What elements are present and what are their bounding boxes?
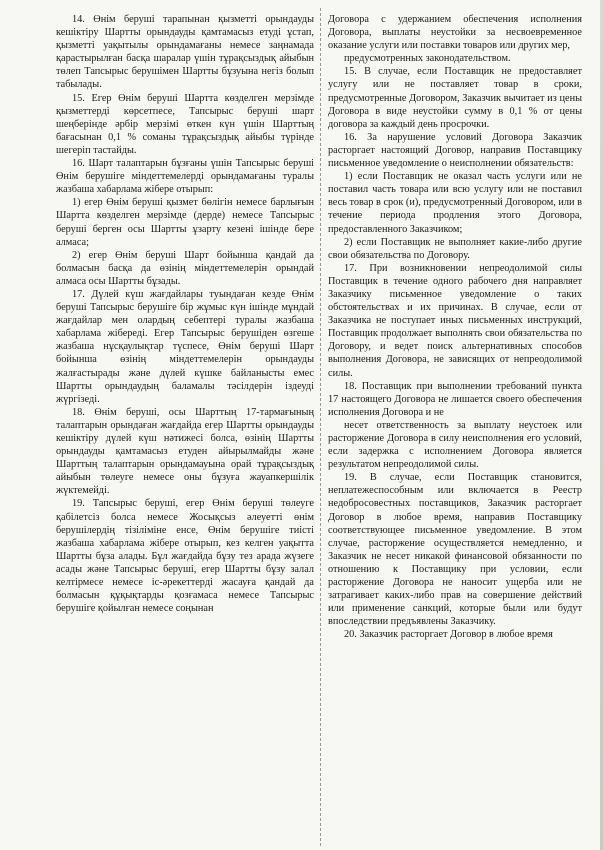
clause-16-2-kz: 2) егер Өнім беруші Шарт бойынша қандай да болмасын басқа да өзінің міндеттемелерін орындай алмаса осы Шартты бұзады.: [56, 249, 314, 287]
column-divider: [320, 8, 321, 846]
russian-text-column: [328, 13, 582, 642]
clause-16-1-kz: 1) егер Өнім беруші қызмет бөлігін немесе барлығын Шартта көзделген мерзімде (дерде) немесе Тапсырыс беруші берген осы Шартты ұзарту кезені ішінде бере алмаса;: [56, 197, 314, 248]
clause-14-ru-continued: Договора с удержанием обеспечения исполнения Договора, выплаты неустойки за несвоевременное оказание услуги или поставки товаров или других мер,: [328, 14, 582, 52]
clause-18-kz: 18. Өнім беруші, осы Шарттың 17-тармағының талаптарын орындаған жағдайда егер Шартты орындауды кешіктіру дүлей күш нәтижесі болса, өзінің Шартты орындауды қамтамасыз етуден айырылмайды және Шарттың талаптарын орындамауына орай тұрақсыздық айыбын төлеуге немесе оны бұзуға жауапкершілік жүктемейді.: [56, 406, 314, 497]
clause-20-ru: 20. Заказчик расторгает Договор в любое время: [344, 629, 553, 641]
clause-16-1-ru: 1) если Поставщик не оказал часть услуги или не поставил часть товара или всю услугу или не поставил весь товар в срок (и), предусмотренный Договором, или в течение периода продления этого Договора, предоставленного Заказчиком;: [328, 171, 582, 235]
clause-14-ru-end: предусмотренных законодательством.: [344, 53, 511, 65]
clause-17-ru: 17. При возникновении непреодолимой силы Поставщик в течение одного рабочего дня направляет Заказчику письменное уведомление о таких обстоятельствах и их причинах. В случае, если от Заказчика не поступает иных письменных инструкций, Поставщик продолжает выполнять свои обязательства по Договору, и ведет поиск альтернативных способов выполнения Договора, не зависящих от непреодолимой силы.: [328, 262, 582, 379]
clause-16-kz: 16. Шарт талаптарын бұзғаны үшін Тапсырыс беруші Өнім берушіге міндеттемелерді орындамағаны туралы жазбаша хабарлама жібере отырып:: [56, 158, 314, 196]
clause-16-ru: 16. За нарушение условий Договора Заказчик расторгает настоящий Договор, направив Поставщику письменное уведомление о неисполнении обязательств:: [328, 131, 582, 170]
clause-16-2-ru: 2) если Поставщик не выполняет какие-либо другие свои обязательства по Договору.: [328, 236, 582, 261]
clause-19-kz: 19. Тапсырыс беруші, егер Өнім беруші төлеуге қабілетсіз болса немесе Жосықсыз әлеуетті өнім берушілердің тізіліміне енсе, Өнім берушіге тиісті жазбаша хабарлама жібере отырып, кез келген уақытта Шартты бұза алады. Бұл жағдайда бұзу тез арада жүзеге асады және Тапсырыс беруші, егер Шартты бұзу залал келтірмесе немесе іс-әрекеттерді жасауға қандай да болмасын құқықтарды қозғамаса немесе Тапсырыс берушіге қойылған немесе соңынан: [56, 498, 314, 615]
clause-17-kz: 17. Дүлей күш жағдайлары туындаған кезде Өнім беруші Тапсырыс берушіге бір жұмыс күн ішінде мұндай жағдайлар мен олардың себептері туралы жазбаша хабарлама жібереді. Егер Тапсырыс берушіден өзгеше жазбаша нұсқаулықтар түспесе, Өнім беруші Шарт бойынша өзінің міндеттемелерін орындауды жалғастырады және дүлей күшке байланысты емес Шартты орындаудың баламалы тәсілдерін іздеуді жүргізеді.: [56, 288, 314, 405]
kazakh-text-column: [56, 13, 314, 615]
clause-15-kz: 15. Егер Өнім беруші Шартта көзделген мерзімде қызметтерді көрсетпесе, Тапсырыс беруші шарт шеңберінде әрбір мерзімі өткен күн үшін Шарттың бағасынан 0,1 % соманы тұрақсыздық айыбы түрінде шегеріп тастайды.: [56, 92, 314, 156]
clause-18-ru-continued: несет ответственность за выплату неустоек или расторжение Договора в силу неисполнения его условий, если задержка с исполнением Договора является результатом непреодолимой силы.: [328, 419, 582, 471]
clause-19-ru: 19. В случае, если Поставщик становится, неплатежеспособным или включается в Реестр недобросовестных поставщиков, Заказчик расторгает Договор в любое время, направив Поставщику соответствующее письменное уведомление. В этом случае, расторжение осуществляется немедленно, и Заказчик не несет никакой финансовой обязанности по отношению к Поставщику при условии, если расторжение Договора не наносит ущерба или не затрагивает каких-либо прав на совершение действий или применение санкций, которые были или будут впоследствии предъявлены Заказчику.: [328, 472, 582, 628]
clause-14-kz: 14. Өнім беруші тарапынан қызметті орындауды кешіктіру Шартты орындауды қамтамасыз етуді ұстап, қызметті уақытылы орындамағаны немесе заңнамада қарастырылған басқа шаралар үшін тұрақсыздық айыбын төлеп Тапсырыс берушімен Шартты бұзуына негіз болып табылады.: [56, 14, 314, 91]
clause-15-ru: 15. В случае, если Поставщик не предоставляет услугу или не поставляет товар в сроки, предусмотренные Договором, Заказчик вычитает из цены Договора в виде неустойки сумму в 0,1 % от цены договора за каждый день просрочки.: [328, 66, 582, 130]
clause-18-ru: 18. Поставщик при выполнении требований пункта 17 настоящего Договора не лишается своего обеспечения исполнения Договора и не: [328, 380, 582, 418]
